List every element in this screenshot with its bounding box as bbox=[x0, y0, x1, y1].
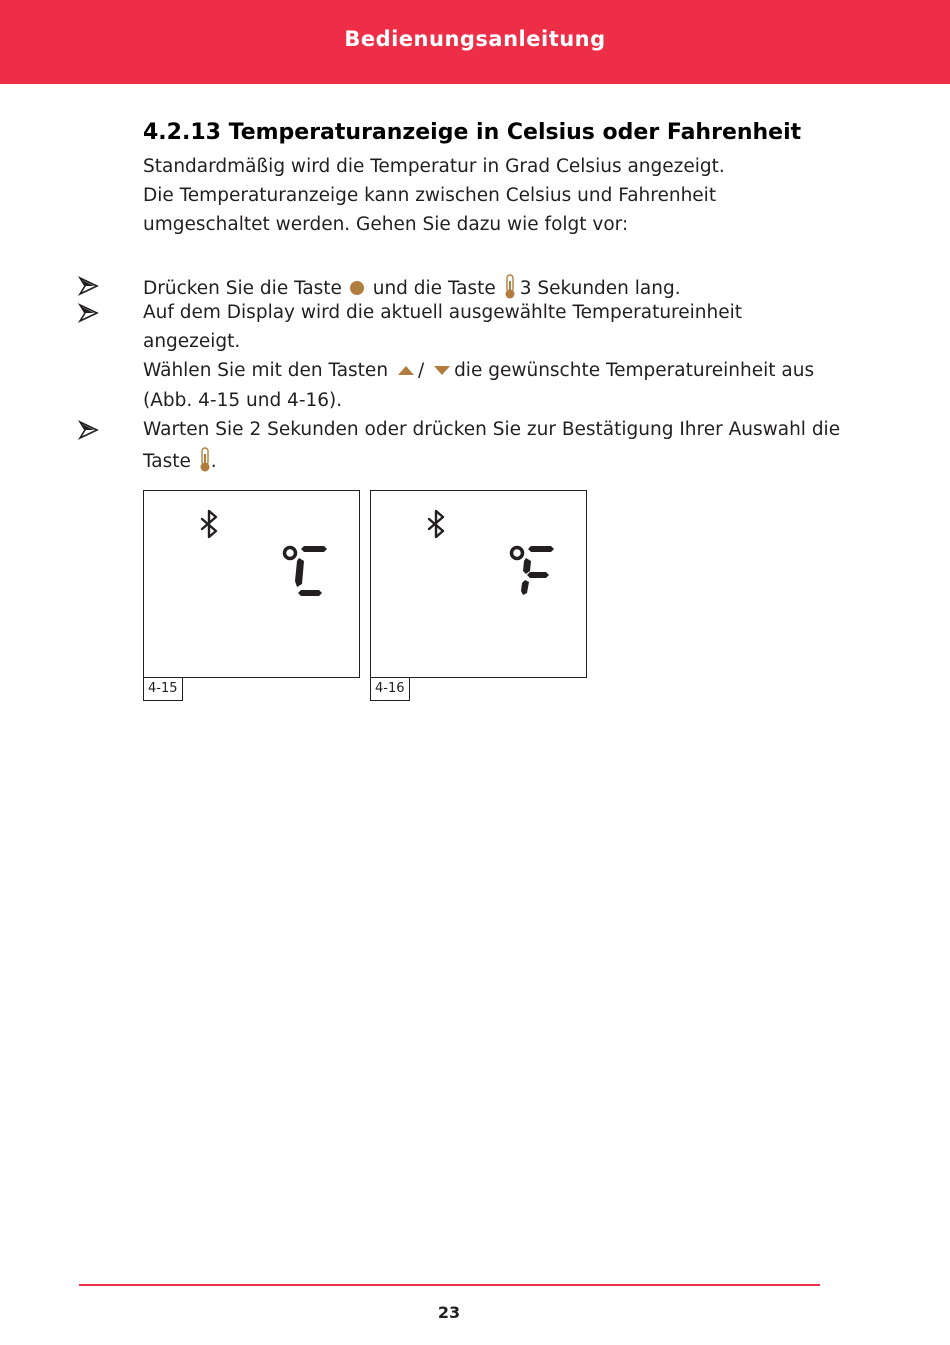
step-2-line: angezeigt. bbox=[143, 331, 241, 352]
segment-f bbox=[521, 546, 554, 595]
round-button-icon bbox=[350, 281, 364, 295]
step-3-text-b: . bbox=[210, 451, 217, 472]
thermometer-icon bbox=[199, 447, 211, 473]
display-illustration bbox=[371, 491, 585, 676]
step-2-separator: / bbox=[417, 360, 425, 381]
thermometer-icon bbox=[504, 274, 516, 300]
display-illustration bbox=[144, 491, 358, 676]
footer-divider bbox=[79, 1284, 820, 1286]
step-1 bbox=[143, 274, 681, 304]
step-2-line: Auf dem Display wird die aktuell ausgewählte Temperatureinheit bbox=[143, 302, 742, 323]
step-2-text-b: die gewünschte Temperatureinheit aus bbox=[454, 360, 815, 381]
segment-c bbox=[295, 546, 327, 596]
step-3-line-2 bbox=[143, 447, 217, 477]
intro-line: umgeschaltet werden. Gehen Sie dazu wie folgt vor: bbox=[143, 214, 629, 235]
arrowhead-bullet-icon bbox=[78, 302, 100, 324]
step-1-text-c: 3 Sekunden lang. bbox=[519, 278, 681, 299]
degree-symbol bbox=[285, 548, 296, 559]
up-triangle-icon bbox=[396, 363, 416, 377]
bluetooth-icon bbox=[202, 511, 216, 537]
display-figure-celsius bbox=[143, 490, 360, 678]
step-2-line: (Abb. 4-15 und 4-16). bbox=[143, 390, 343, 411]
display-figure-fahrenheit bbox=[370, 490, 587, 678]
intro-line: Die Temperaturanzeige kann zwischen Celsius und Fahrenheit bbox=[143, 185, 717, 206]
intro-line: Standardmäßig wird die Temperatur in Grad Celsius angezeigt. bbox=[143, 156, 725, 177]
step-1-text-a: Drücken Sie die Taste bbox=[143, 278, 342, 299]
header-title: Bedienungsanleitung bbox=[344, 27, 606, 51]
step-3-text-a: Taste bbox=[143, 451, 191, 472]
step-2-text-a: Wählen Sie mit den Tasten bbox=[143, 360, 389, 381]
degree-symbol bbox=[512, 548, 523, 559]
step-2-line-3 bbox=[143, 359, 814, 383]
down-triangle-icon bbox=[432, 363, 452, 377]
figure-label: 4-15 bbox=[143, 677, 183, 701]
figure-label: 4-16 bbox=[370, 677, 410, 701]
section-title: 4.2.13 Temperaturanzeige in Celsius oder Fahrenheit bbox=[143, 120, 802, 145]
step-1-text-b: und die Taste bbox=[372, 278, 496, 299]
arrowhead-bullet-icon bbox=[78, 419, 100, 441]
bluetooth-icon bbox=[429, 511, 443, 537]
step-3-line: Warten Sie 2 Sekunden oder drücken Sie zur Bestätigung Ihrer Auswahl die bbox=[143, 419, 841, 440]
page-number: 23 bbox=[437, 1303, 461, 1322]
arrowhead-bullet-icon bbox=[78, 275, 100, 297]
